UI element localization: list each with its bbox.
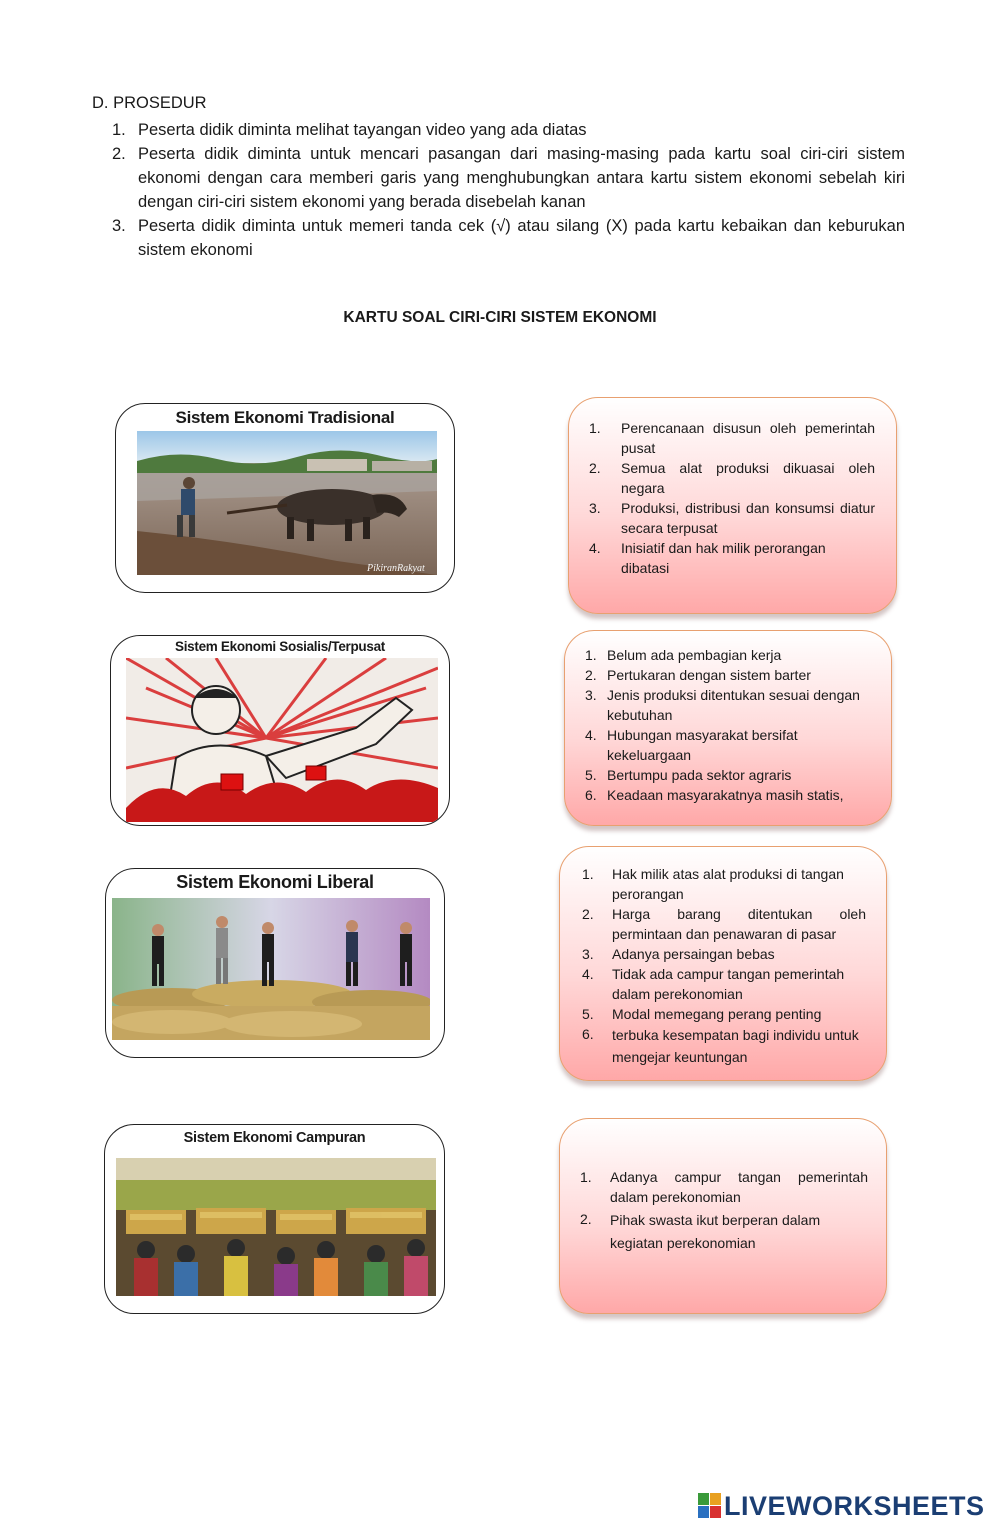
ciri-number: 1.	[585, 647, 597, 663]
step-number: 1.	[112, 121, 126, 139]
ciri-text: Belum ada pembagian kerja	[607, 647, 782, 663]
step-number: 3.	[112, 217, 126, 235]
mixed-market-image	[116, 1158, 436, 1296]
liveworksheets-icon	[698, 1493, 722, 1519]
step-number: 2.	[112, 145, 126, 163]
socialist-poster-image	[126, 658, 438, 822]
step-text: Peserta didik diminta untuk mencari pasangan dari masing-masing pada kartu soal ciri-ciri sistem ekonomi dengan cara memberi garis yang menghubungkan antara kartu sistem ekonomi sebelah kiri dengan ciri-ciri sistem ekonomi yang berada disebelah kanan	[138, 145, 905, 211]
card-ciri-4[interactable]	[559, 1118, 887, 1314]
ciri-number: 5.	[585, 767, 597, 783]
ciri-number: 1.	[580, 1169, 592, 1185]
card-sistem-tradisional[interactable]	[115, 403, 455, 593]
card-sistem-campuran[interactable]	[104, 1124, 445, 1314]
step-text: Peserta didik diminta untuk memeri tanda cek (√) atau silang (X) pada kartu kebaikan dan keburukan sistem ekonomi	[138, 217, 905, 259]
ciri-list	[589, 418, 875, 578]
ciri-item	[585, 785, 875, 805]
ciri-number: 2.	[585, 667, 597, 683]
ciri-text: Pertukaran dengan sistem barter	[607, 667, 811, 683]
ciri-item	[585, 725, 875, 765]
section-title: KARTU SOAL CIRI-CIRI SISTEM EKONOMI	[343, 309, 657, 326]
ciri-text: Hubungan masyarakat bersifat kekeluargaan	[607, 727, 798, 763]
ciri-item	[589, 418, 875, 458]
ciri-text: Adanya persaingan bebas	[612, 946, 775, 962]
ciri-text: Perencanaan disusun oleh pemerintah pusat	[621, 420, 875, 456]
ciri-text: Jenis produksi ditentukan sesuai dengan kebutuhan	[607, 687, 860, 723]
ciri-number: 5.	[582, 1006, 594, 1022]
traditional-farming-image	[137, 431, 437, 575]
ciri-number: 1.	[582, 866, 594, 882]
procedure-step	[112, 214, 905, 262]
ciri-number: 4.	[585, 727, 597, 743]
ciri-item	[582, 944, 866, 964]
ciri-text: Adanya campur tangan pemerintah dalam perekonomian	[610, 1169, 868, 1205]
procedure-heading: D. PROSEDUR	[92, 94, 207, 112]
ciri-item	[580, 1167, 868, 1207]
liveworksheets-logo	[698, 1490, 985, 1522]
procedure-step	[112, 118, 905, 142]
ciri-number: 4.	[582, 966, 594, 982]
ciri-number: 6.	[585, 787, 597, 803]
ciri-text: Modal memegang perang penting	[612, 1006, 822, 1022]
image-watermark: PikiranRakyat	[367, 563, 425, 574]
ciri-item	[582, 1004, 866, 1024]
card-title: Sistem Ekonomi Liberal	[176, 872, 374, 892]
ciri-item	[582, 904, 866, 944]
ciri-item	[589, 538, 875, 578]
ciri-number: 1.	[589, 420, 601, 436]
ciri-list	[580, 1167, 868, 1255]
ciri-list	[582, 864, 866, 1068]
ciri-number: 2.	[582, 906, 594, 922]
ciri-item	[589, 498, 875, 538]
ciri-text: Bertumpu pada sektor agraris	[607, 767, 792, 783]
ciri-item	[582, 864, 866, 904]
card-ciri-3[interactable]	[559, 846, 887, 1081]
procedure-step	[112, 142, 905, 214]
ciri-text: Inisiatif dan hak milik perorangan dibatasi	[621, 540, 826, 576]
ciri-text: Semua alat produksi dikuasai oleh negara	[621, 460, 875, 496]
ciri-item	[585, 645, 875, 665]
ciri-item	[582, 964, 866, 1004]
ciri-number: 3.	[589, 500, 601, 516]
card-ciri-2[interactable]	[564, 630, 892, 826]
ciri-item	[580, 1209, 868, 1255]
card-title: Sistem Ekonomi Tradisional	[175, 408, 395, 427]
ciri-text: terbuka kesempatan bagi individu untuk mengejar keuntungan	[612, 1027, 859, 1065]
ciri-number: 3.	[585, 687, 597, 703]
ciri-text: Hak milik atas alat produksi di tangan perorangan	[612, 866, 844, 902]
ciri-text: Produksi, distribusi dan konsumsi diatur secara terpusat	[621, 500, 875, 536]
card-ciri-1[interactable]	[568, 397, 897, 614]
ciri-item	[585, 765, 875, 785]
ciri-number: 2.	[580, 1211, 592, 1227]
ciri-item	[585, 665, 875, 685]
ciri-item	[585, 685, 875, 725]
card-title: Sistem Ekonomi Sosialis/Terpusat	[175, 639, 385, 654]
ciri-item	[582, 1024, 866, 1068]
ciri-text: Pihak swasta ikut berperan dalam kegiatan perekonomian	[610, 1212, 821, 1251]
ciri-number: 2.	[589, 460, 601, 476]
liberal-coins-image	[112, 898, 430, 1040]
card-sistem-liberal[interactable]	[105, 868, 445, 1058]
logo-text: LIVEWORKSHEETS	[724, 1490, 985, 1521]
ciri-text: Harga barang ditentukan oleh permintaan dan penawaran di pasar	[612, 906, 866, 942]
ciri-item	[589, 458, 875, 498]
card-sistem-sosialis[interactable]	[110, 635, 450, 826]
ciri-text: Tidak ada campur tangan pemerintah dalam perekonomian	[612, 966, 845, 1002]
card-title: Sistem Ekonomi Campuran	[183, 1130, 366, 1146]
ciri-number: 3.	[582, 946, 594, 962]
ciri-number: 6.	[582, 1026, 594, 1042]
step-text: Peserta didik diminta melihat tayangan video yang ada diatas	[138, 121, 587, 139]
ciri-list	[585, 645, 875, 805]
ciri-text: Keadaan masyarakatnya masih statis,	[607, 787, 844, 803]
ciri-number: 4.	[589, 540, 601, 556]
procedure-steps	[112, 118, 905, 262]
